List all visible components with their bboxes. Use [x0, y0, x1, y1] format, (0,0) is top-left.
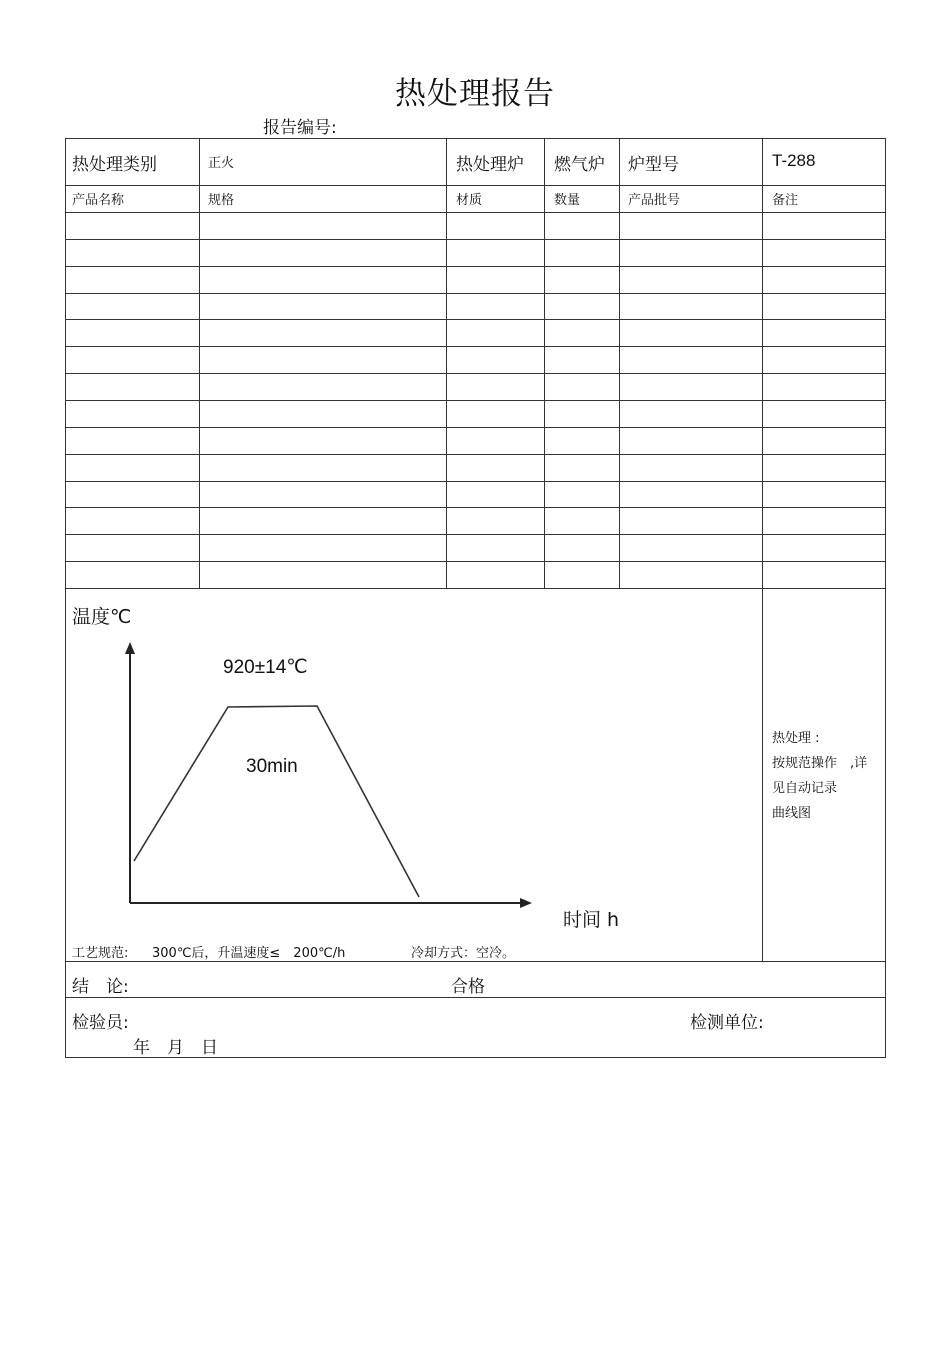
inspection-date: 年 月 日	[133, 1038, 218, 1058]
inspector-label: 检验员:	[72, 1013, 129, 1033]
conclusion-value: 合格	[451, 977, 485, 997]
chart-hold-time-label: 30min	[246, 756, 298, 777]
column-header-material: 材质	[456, 193, 483, 208]
testing-unit-label: 检测单位:	[690, 1013, 764, 1033]
chart-temperature-label: 920±14℃	[223, 657, 308, 678]
conclusion-label: 结 论:	[72, 977, 129, 997]
furnace-model-value: T-288	[772, 151, 816, 170]
treatment-type-label: 热处理类别	[72, 155, 157, 175]
furnace-label: 热处理炉	[456, 155, 524, 175]
chart-y-axis-label: 温度℃	[72, 606, 132, 628]
col-divider-3	[544, 138, 545, 588]
note-line-3: 见自动记录	[772, 781, 838, 796]
column-header-product-name: 产品名称	[72, 193, 125, 208]
col-divider-5	[762, 138, 763, 961]
process-spec-label: 工艺规范:	[72, 946, 129, 961]
furnace-value: 燃气炉	[554, 155, 605, 175]
col-divider-1	[199, 138, 200, 588]
col-divider-4	[619, 138, 620, 588]
process-spec-value: 300℃后，升温速度≤ 200℃/h	[152, 946, 346, 961]
y-axis-arrow	[125, 642, 135, 654]
conclusion-top	[65, 961, 886, 962]
inspector-top	[65, 997, 886, 998]
column-header-spec: 规格	[208, 193, 235, 208]
temperature-profile	[134, 706, 419, 897]
table-right-border	[885, 138, 886, 1058]
page-title: 热处理报告	[395, 76, 555, 112]
column-header-quantity: 数量	[554, 193, 581, 208]
note-line-4: 曲线图	[772, 806, 812, 821]
table-left-border	[65, 138, 66, 1058]
report-number-label: 报告编号:	[263, 118, 337, 138]
x-axis-arrow	[520, 898, 532, 908]
col-divider-2	[446, 138, 447, 588]
note-line-1: 热处理 :	[772, 731, 820, 746]
note-line-2: 按规范操作 ,详	[772, 756, 868, 771]
treatment-type-value: 正火	[208, 156, 235, 171]
furnace-model-label: 炉型号	[628, 155, 679, 175]
chart-x-axis-label: 时间 h	[563, 909, 620, 931]
column-header-remarks: 备注	[772, 193, 799, 208]
column-header-batch-no: 产品批号	[628, 193, 681, 208]
cooling-method: 冷却方式：空冷。	[411, 946, 516, 961]
